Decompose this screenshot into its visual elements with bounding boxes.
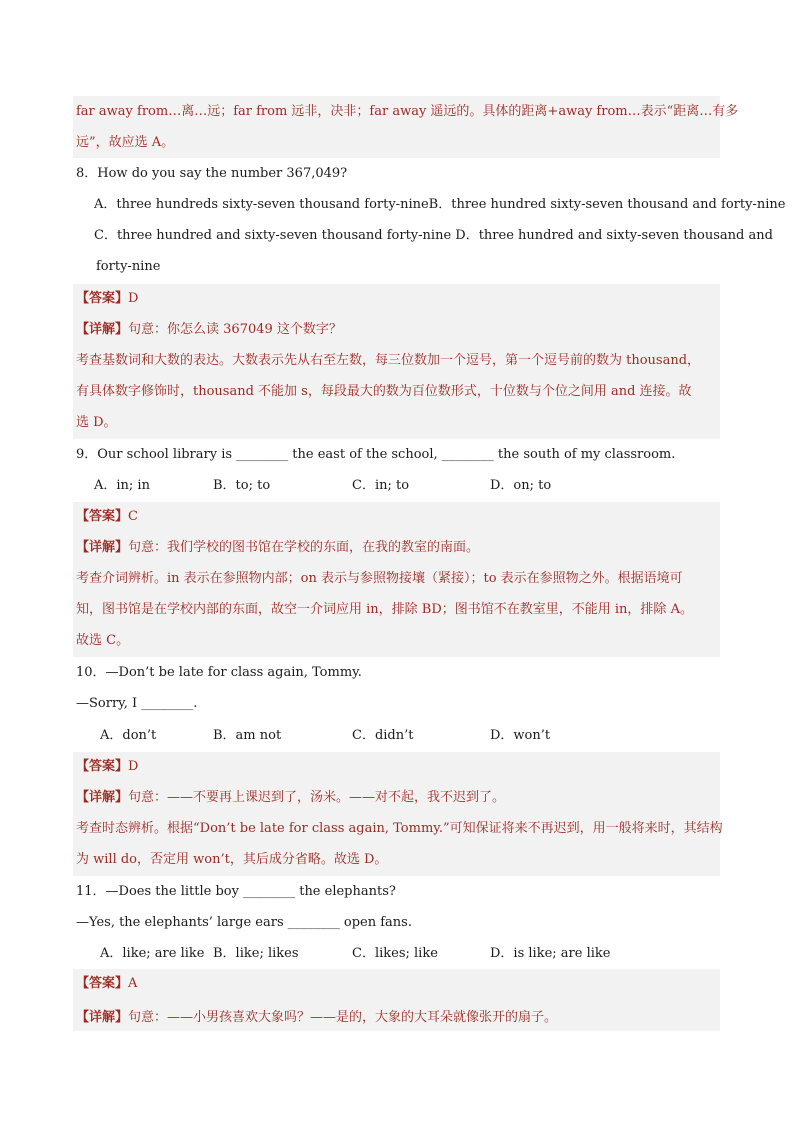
- question-stem: 9．Our school library is ________ the east of the school, ________ the south of my classroom.: [76, 447, 676, 462]
- option-c: C．in; to: [352, 478, 410, 493]
- question-stem: 11．—Does the little boy ________ the elephants?: [76, 884, 396, 899]
- answer-value: D: [128, 759, 139, 774]
- option-b: B．to; to: [213, 478, 271, 493]
- answer-value: D: [128, 291, 139, 306]
- detail-tag: 【详解】: [76, 1010, 129, 1025]
- explanation-line: far away from…离…远；far from 远非，决非；far away 遥远的。具体的距离+away from…表示“距离…有多: [76, 104, 739, 119]
- option-d: D．is like; are like: [490, 946, 611, 961]
- answer-line: [76, 974, 137, 994]
- answer-tag: 【答案】: [76, 759, 129, 774]
- question-stem: —Sorry, I ________.: [76, 696, 198, 711]
- explanation-line: 远”，故应选 A。: [76, 135, 175, 150]
- option-line: A．three hundreds sixty-seven thousand forty-nineB．three hundred sixty-seven thousand and forty-nine: [94, 197, 786, 212]
- detail-tag: 【详解】: [76, 790, 129, 805]
- option-d: D．on; to: [490, 478, 552, 493]
- option-a: A．in; in: [94, 478, 150, 493]
- detail-text: 句意：——小男孩喜欢大象吗？——是的，大象的大耳朵就像张开的扇子。: [128, 1010, 558, 1025]
- detail-line: [76, 320, 342, 340]
- question-stem: 8．How do you say the number 367,049?: [76, 166, 348, 181]
- answer-value: C: [128, 509, 138, 524]
- answer-line: [76, 507, 138, 527]
- explanation-line: 考查介词辨析。in 表示在参照物内部；on 表示与参照物接壤（紧接）；to 表示在参照物之外。根据语境可: [76, 571, 683, 586]
- answer-line: [76, 289, 138, 309]
- option-c: C．didn’t: [352, 728, 414, 743]
- detail-tag: 【详解】: [76, 322, 129, 337]
- detail-text: 句意：我们学校的图书馆在学校的东面，在我的教室的南面。: [128, 540, 480, 555]
- explanation-line: 为 will do，否定用 won’t，其后成分省略。故选 D。: [76, 852, 388, 867]
- answer-tag: 【答案】: [76, 291, 129, 306]
- option-b: B．like; likes: [213, 946, 299, 961]
- detail-line: [76, 1008, 557, 1028]
- explanation-line: 有具体数字修饰时，thousand 不能加 s，每段最大的数为百位数形式，十位数与个位之间用 and 连接。故: [76, 384, 692, 399]
- detail-text: 句意：你怎么读 367049 这个数字？: [128, 322, 342, 337]
- question-stem: —Yes, the elephants’ large ears ________ open fans.: [76, 915, 412, 930]
- option-a: A．like; are like: [100, 946, 205, 961]
- option-b: B．am not: [213, 728, 282, 743]
- option-line: C．three hundred and sixty-seven thousand forty-nine D．three hundred and sixty-seven thousand and: [94, 228, 773, 243]
- explanation-line: 考查时态辨析。根据“Don’t be late for class again, Tommy.”可知保证将来不再迟到，用一般将来时，其结构: [76, 821, 723, 836]
- option-d: D．won’t: [490, 728, 551, 743]
- detail-tag: 【详解】: [76, 540, 129, 555]
- explanation-line: 选 D。: [76, 415, 117, 430]
- answer-line: [76, 757, 138, 777]
- detail-text: 句意：——不要再上课迟到了，汤米。——对不起，我不迟到了。: [128, 790, 506, 805]
- option-a: A．don’t: [100, 728, 157, 743]
- detail-line: [76, 788, 505, 808]
- option-line: forty-nine: [96, 259, 161, 274]
- explanation-line: 知，图书馆是在学校内部的东面，故空一介词应用 in，排除 BD；图书馆不在教室里，不能用 in，排除 A。: [76, 602, 693, 617]
- explanation-line: 故选 C。: [76, 633, 130, 648]
- question-stem: 10．—Don’t be late for class again, Tommy.: [76, 665, 362, 680]
- answer-tag: 【答案】: [76, 976, 129, 991]
- answer-value: A: [128, 976, 138, 991]
- option-c: C．likes; like: [352, 946, 438, 961]
- explanation-line: 考查基数词和大数的表达。大数表示先从右至左数，每三位数加一个逗号，第一个逗号前的数为 thousand，: [76, 353, 701, 368]
- detail-line: [76, 538, 479, 558]
- answer-tag: 【答案】: [76, 509, 129, 524]
